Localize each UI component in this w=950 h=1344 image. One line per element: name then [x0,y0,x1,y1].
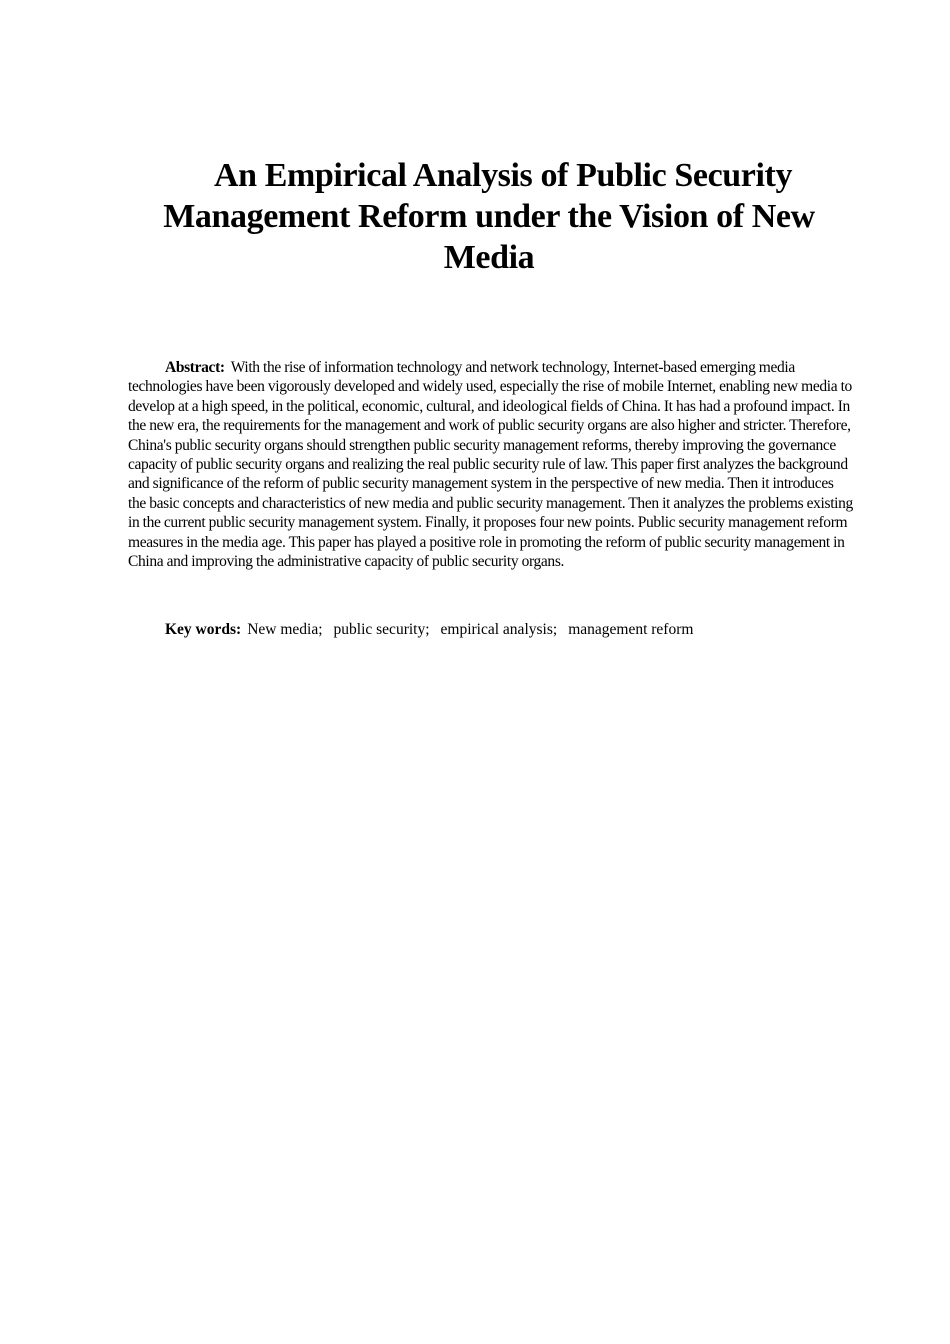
keywords-label: Key words: [165,621,242,638]
abstract-text: With the rise of information technology and network technology, Internet-based emerging media technologies have been vigorously developed and widely used, especially the rise of mobile Internet, enabling new media to develop at a high speed, in the political, economic, cultural, and ideological fields of China. It has had a profound impact. In the new era, the requirements for the management and work of public security organs are also higher and stricter. Therefore, China's public security organs should strengthen public security management reforms, thereby improving the governance capacity of public security organs and realizing the real public security rule of law. This paper first analyzes the background and significance of the reform of public security management system in the perspective of new media. Then it introduces the basic concepts and characteristics of new media and public security management. Then it analyzes the problems existing in the current public security management system. Finally, it proposes four new points. Public security management reform measures in the media age. This paper has played a positive role in promoting the reform of public security management in China and improving the administrative capacity of public security organs. [128,359,853,571]
paper-title: An Empirical Analysis of Public Security Management Reform under the Vision of New Media [163,157,815,276]
abstract-paragraph [128,358,854,571]
abstract-label: Abstract: [165,359,225,376]
keywords-list [247,621,693,638]
keyword-item: New media; [247,621,323,638]
keyword-item: public security; [333,621,430,638]
keyword-item: empirical analysis; [440,621,558,638]
keywords-paragraph [128,620,850,639]
keyword-item: management reform [568,621,694,638]
